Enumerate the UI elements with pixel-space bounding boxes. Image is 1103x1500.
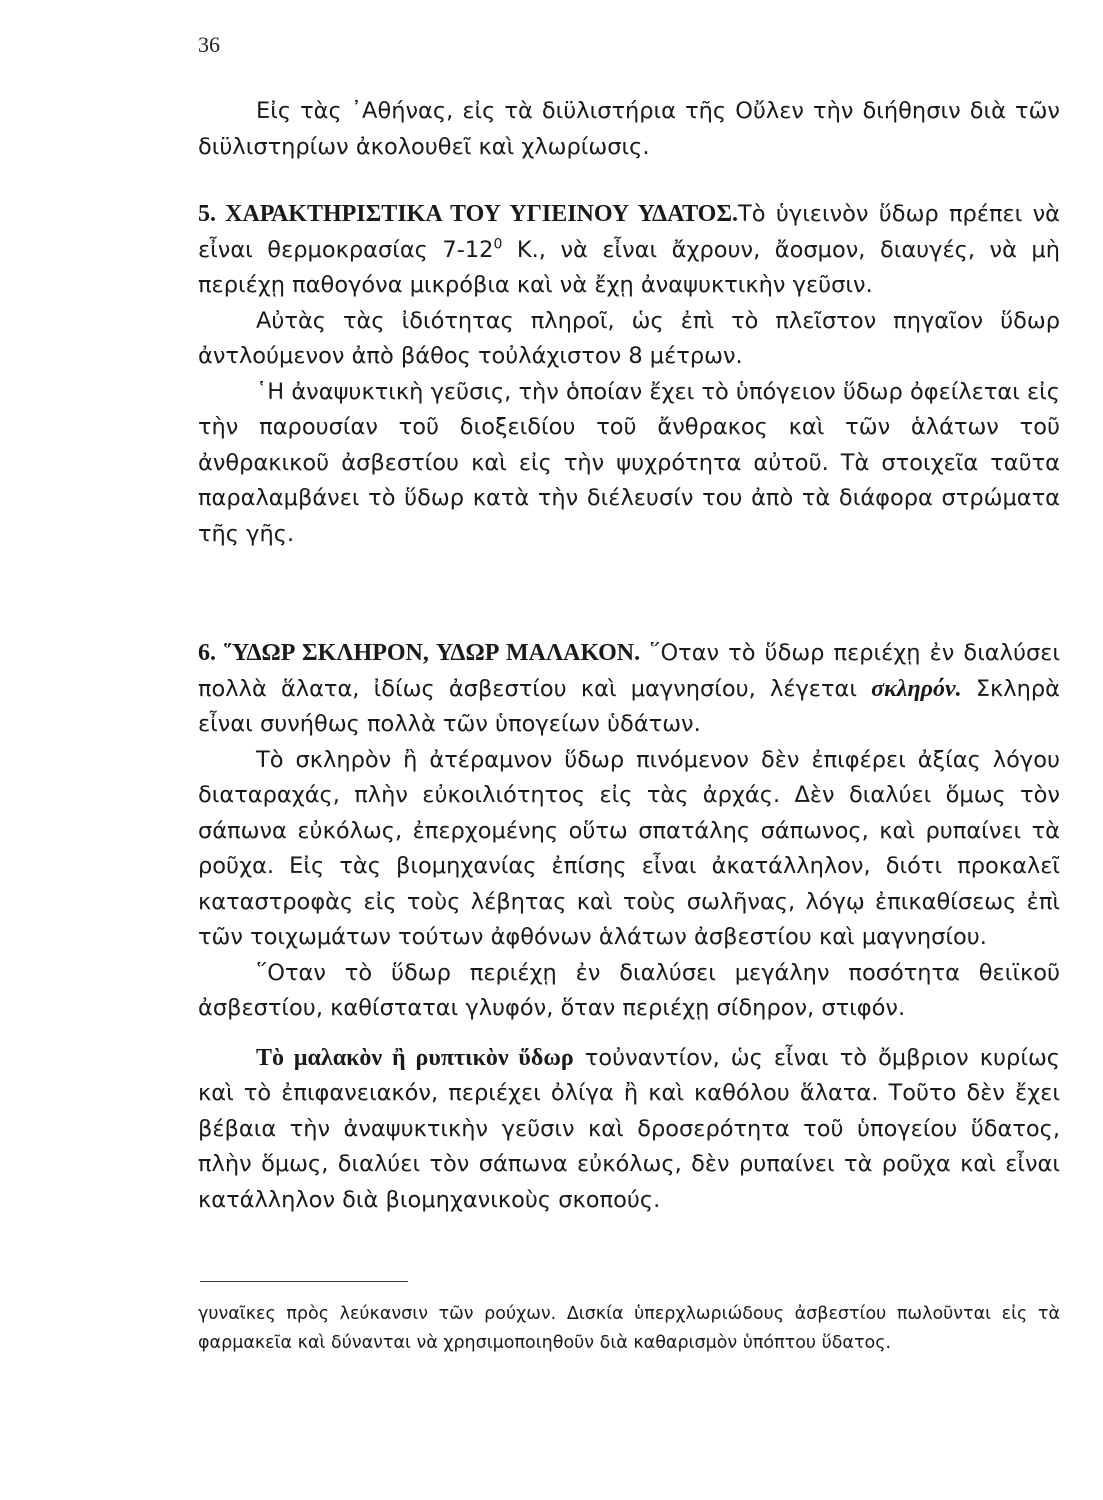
paragraph-8-text: τοὐναντίον, ὡς εἶναι τὸ ὄμβριον κυρίως καὶ τὸ ἐπιφανειακόν, περιέχει ὀλίγα ἢ καὶ καθόλου ἅλατα. Τοῦτο δὲν ἔχει βέβαια τὴν ἀναψυκτικὴν γεῦσιν καὶ δροσερότητα τοῦ ὑπογείου ὕδατος, πλὴν ὅμως, διαλύει τὸν σάπωνα εὐκόλως, δὲν ρυπαίνει τὰ ροῦχα καὶ εἶναι κατάλληλον διὰ βιομηχανικοὺς σκοπούς. [198, 1044, 1061, 1213]
page-number: 36 [198, 32, 220, 57]
footnote: γυναῖκες πρὸς λεύκανσιν τῶν ρούχων. Δισκία ὑπερχλωριώδους ἀσβεστίου πωλοῦνται εἰς τὰ φαρμακεῖα καὶ δύνανται νὰ χρησιμοποιηθοῦν διὰ καθαρισμὸν ὑπόπτου ὕδατος. [198, 1304, 1060, 1353]
section-6-text-a: ῞Οταν τὸ ὕδωρ περιέχῃ ἐν διαλύσει πολλὰ ἅλατα, ἰδίως ἀσβεστίου καὶ μαγνησίου, λέγεται [198, 640, 1061, 702]
section-6-paragraph [198, 636, 1060, 743]
footnote-divider [200, 1281, 408, 1282]
paragraph-1: Εἰς τὰς ᾿Αθήνας, εἰς τὰ διϋλιστήρια τῆς Οὔλεν τὴν διήθησιν διὰ τῶν διϋλιστηρίων ἀκολουθεῖ καὶ χλωρίωσις. [198, 98, 1060, 160]
section-6 [198, 636, 1060, 1218]
paragraph-3: Αὐτὰς τὰς ἰδιότητας πληροῖ, ὡς ἐπὶ τὸ πλεῖστον πηγαῖον ὕδωρ ἀντλούμενον ἀπὸ βάθος τοὐλάχιστον 8 μέτρων. [198, 307, 1060, 369]
term-soft-water: Τὸ μαλακὸν ἢ ρυπτικὸν ὕδωρ [256, 1044, 574, 1071]
section-5-paragraph [198, 197, 1060, 304]
paragraph-7: ῞Οταν τὸ ὕδωρ περιέχῃ ἐν διαλύσει μεγάλην ποσότητα θειϊκοῦ ἀσβεστίου, καθίσταται γλυφόν, ὅταν περιέχῃ σίδηρον, στιφόν. [198, 959, 1060, 1021]
section-5-text-b: K., νὰ εἶναι ἄχρουν, ἄοσμον, διαυγές, νὰ μὴ περιέχῃ παθογόνα μικρόβια καὶ νὰ ἔχῃ ἀναψυκτικὴν γεῦσιν. [198, 236, 1061, 298]
section-6-heading: 6. ῞ΥΔΩΡ ΣΚΛΗΡΟΝ, ΥΔΩΡ ΜΑΛΑΚΟΝ. [198, 640, 641, 666]
paragraph-6: Τὸ σκληρὸν ἢ ἀτέραμνον ὕδωρ πινόμενον δὲν ἐπιφέρει ἀξίας λόγου διαταραχάς, πλὴν εὐκοιλιότητος εἰς τὰς ἀρχάς. Δὲν διαλύει ὅμως τὸν σάπωνα εὐκόλως, ἐπερχομένης οὕτω σπατάλης σάπωνος, καὶ ρυπαίνει τὰ ροῦχα. Εἰς τὰς βιομηχανίας ἐπίσης εἶναι ἀκατάλληλον, διότι προκαλεῖ καταστροφὰς εἰς τοὺς λέβητας καὶ τοὺς σωλῆνας, λόγῳ ἐπικαθίσεως ἐπὶ τῶν τοιχωμάτων τούτων ἀφθόνων ἁλάτων ἀσβεστίου καὶ μαγνησίου. [198, 746, 1060, 950]
section-5 [198, 197, 1060, 552]
degree-superscript: 0 [493, 236, 503, 252]
section-6-text-b: Σκληρὰ εἶναι συνήθως πολλὰ τῶν ὑπογείων ὑδάτων. [198, 675, 1060, 737]
paragraph-4: ῾Η ἀναψυκτικὴ γεῦσις, τὴν ὁποίαν ἔχει τὸ ὑπόγειον ὕδωρ ὀφείλεται εἰς τὴν παρουσίαν τοῦ διοξειδίου τοῦ ἄνθρακος καὶ τῶν ἁλάτων τοῦ ἀνθρακικοῦ ἀσβεστίου καὶ εἰς τὴν ψυχρότητα αὐτοῦ. Τὰ στοιχεῖα ταῦτα παραλαμβάνει τὸ ὕδωρ κατὰ τὴν διέλευσίν του ἀπὸ τὰ διάφορα στρώματα τῆς γῆς. [198, 378, 1060, 547]
section-5-text-a: Τὸ ὑγιεινὸν ὕδωρ πρέπει νὰ εἶναι θερμοκρασίας 7-12 [198, 201, 1060, 263]
paragraph-8 [198, 1041, 1060, 1219]
term-hard-water: σκληρόν. [871, 675, 962, 702]
section-5-heading: 5. ΧΑΡΑΚΤΗΡΙΣΤΙΚΑ ΤΟΥ ΥΓΙΕΙΝΟΥ ΥΔΑΤΟΣ. [198, 201, 739, 227]
paragraph-intro [198, 94, 1060, 165]
